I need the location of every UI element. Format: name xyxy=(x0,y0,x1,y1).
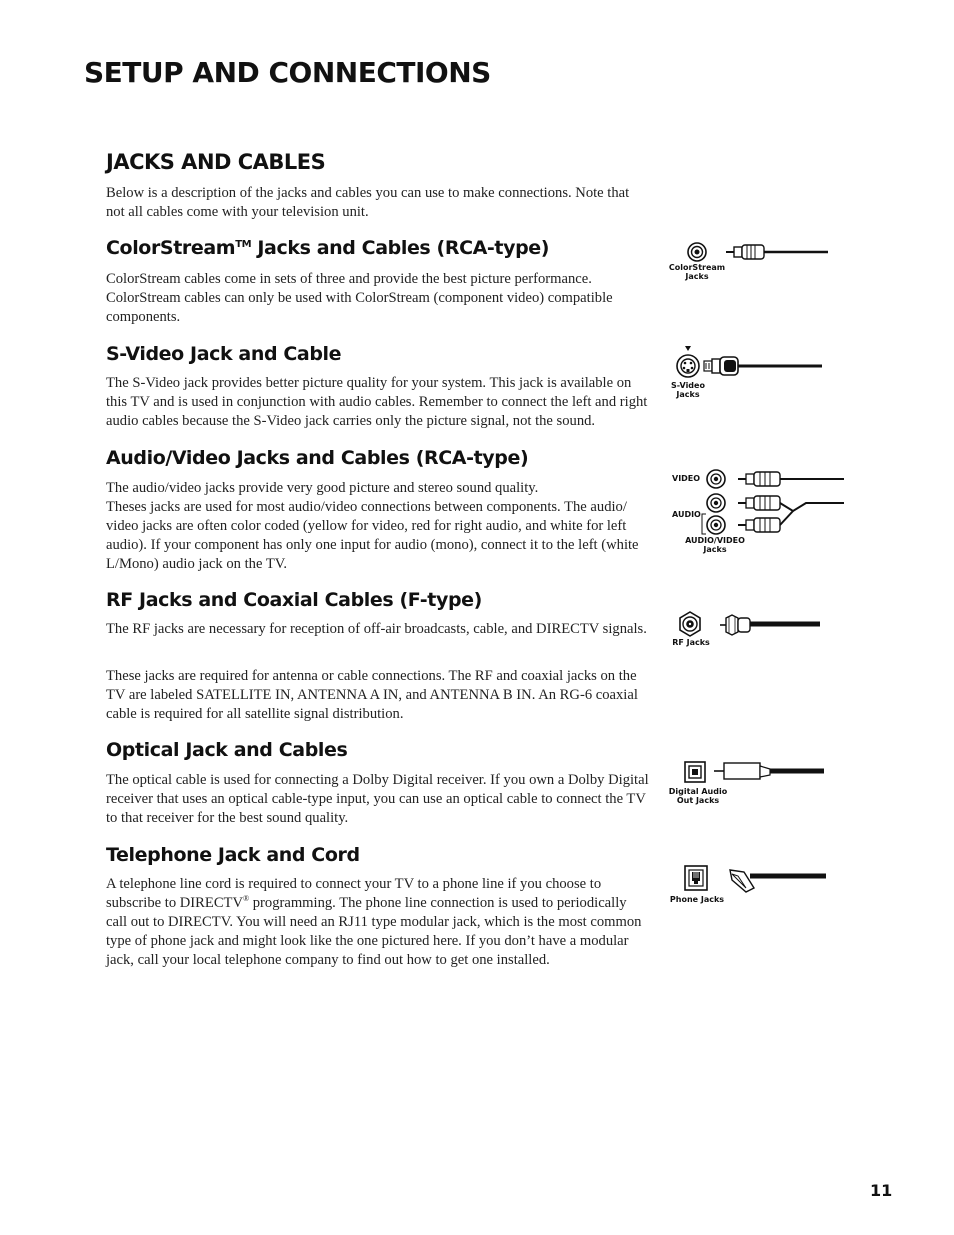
svideo-jack-illustration xyxy=(674,344,834,380)
page-number: 11 xyxy=(870,1181,893,1200)
av-paragraph-line1: The audio/video jacks provide very good picture and stereo sound quality. xyxy=(106,480,539,496)
video-jack-icon xyxy=(707,470,725,488)
optical-paragraph: The optical cable is used for connecting a Dolby Digital receiver. If you own a Dolby Digital receiver that uses an optical cable-type input, you can use an optical cable to connect the TV to that receiver for the best sound quality. xyxy=(106,772,649,826)
svideo-heading: S-Video Jack and Cable xyxy=(106,343,342,365)
av-video-label: VIDEO xyxy=(672,474,701,483)
colorstream-jack-illustration xyxy=(684,240,834,264)
coaxial-cable-icon xyxy=(720,615,820,635)
av-audio-label: AUDIO xyxy=(672,510,701,519)
rf-jack-illustration xyxy=(676,610,826,640)
phone-heading: Telephone Jack and Cord xyxy=(106,844,360,866)
svideo-cable-icon xyxy=(704,357,822,375)
trademark-symbol: TM xyxy=(235,239,252,250)
colorstream-heading-suffix: Jacks and Cables (RCA-type) xyxy=(251,237,550,259)
arrow-down-icon xyxy=(685,346,691,351)
colorstream-caption: ColorStream Jacks xyxy=(668,263,726,281)
phone-paragraph-part1: A telephone line cord is required to connect your TV to a phone line if you choose to subscribe to DIRECTV xyxy=(106,876,602,911)
page-title: SETUP AND CONNECTIONS xyxy=(84,56,491,89)
rca-cable-icon xyxy=(726,245,828,259)
av-jack-illustration xyxy=(698,466,848,542)
phone-cord-icon xyxy=(730,870,826,892)
intro-paragraph: Below is a description of the jacks and cables you can use to make connections. Note that not all cables come with your television unit. xyxy=(106,185,630,220)
rf-caption: RF Jacks xyxy=(672,638,710,647)
colorstream-heading xyxy=(106,237,549,259)
optical-jack-icon xyxy=(685,762,705,782)
av-cable-icon xyxy=(738,472,844,532)
optical-cable-icon xyxy=(714,763,824,779)
av-paragraph-line2: Theses jacks are used for most audio/video connections between components. The audio/ video jacks are often color coded (yellow for video, red for right audio, and white for left audio). If your component has only one input for audio (mono), connect it to the left (white L/Mono) audio jack on the TV. xyxy=(106,498,639,572)
av-caption: AUDIO/VIDEO Jacks xyxy=(685,536,745,554)
optical-jack-illustration xyxy=(684,759,828,785)
rf-jack-icon xyxy=(680,612,700,636)
rf-paragraph-2: These jacks are required for antenna or cable connections. The RF and coaxial jacks on the TV are labeled SATELLITE IN, ANTENNA A IN, and ANTENNA B IN. An RG-6 coaxial cable is required for all satellite signal distribution. xyxy=(106,668,638,722)
audio-jack-left-icon xyxy=(707,516,725,534)
phone-paragraph-part2: programming. The phone line connection is used to periodically call out to DIRECTV. You will need an RJ11 type modular jack, which is the most common type of phone jack and might look like the one pictured here. If you don’t have a modular jack, call your local telephone company to find out how to get one installed. xyxy=(106,894,642,968)
phone-jack-illustration xyxy=(684,862,830,898)
section-title: JACKS AND CABLES xyxy=(106,150,326,174)
svideo-paragraph: The S-Video jack provides better picture quality for your system. This jack is available on this TV and is used in conjunction with audio cables. Remember to connect the left and right audio cables because the S-Video jack carries only the picture signal, not the sound. xyxy=(106,375,648,429)
phone-paragraph xyxy=(106,875,651,970)
colorstream-paragraph: ColorStream cables come in sets of three and provide the best picture performance. ColorStream cables can only be used with ColorStream (component video) compatible components. xyxy=(106,271,613,325)
optical-caption: Digital Audio Out Jacks xyxy=(668,787,728,805)
audio-jack-right-icon xyxy=(707,494,725,512)
rca-jack-icon xyxy=(688,243,706,261)
rf-heading: RF Jacks and Coaxial Cables (F-type) xyxy=(106,589,482,611)
phone-jack-icon xyxy=(685,866,707,890)
svideo-jack-icon xyxy=(677,355,699,377)
colorstream-heading-prefix: ColorStream xyxy=(106,237,236,259)
av-paragraph xyxy=(106,479,651,574)
optical-heading: Optical Jack and Cables xyxy=(106,739,348,761)
rf-paragraph-1: The RF jacks are necessary for reception of off-air broadcasts, cable, and DIRECTV signals. xyxy=(106,621,647,637)
phone-caption: Phone Jacks xyxy=(669,895,725,904)
svideo-caption: S-Video Jacks xyxy=(671,381,705,399)
registered-symbol: ® xyxy=(243,894,250,904)
av-heading: Audio/Video Jacks and Cables (RCA-type) xyxy=(106,447,529,469)
